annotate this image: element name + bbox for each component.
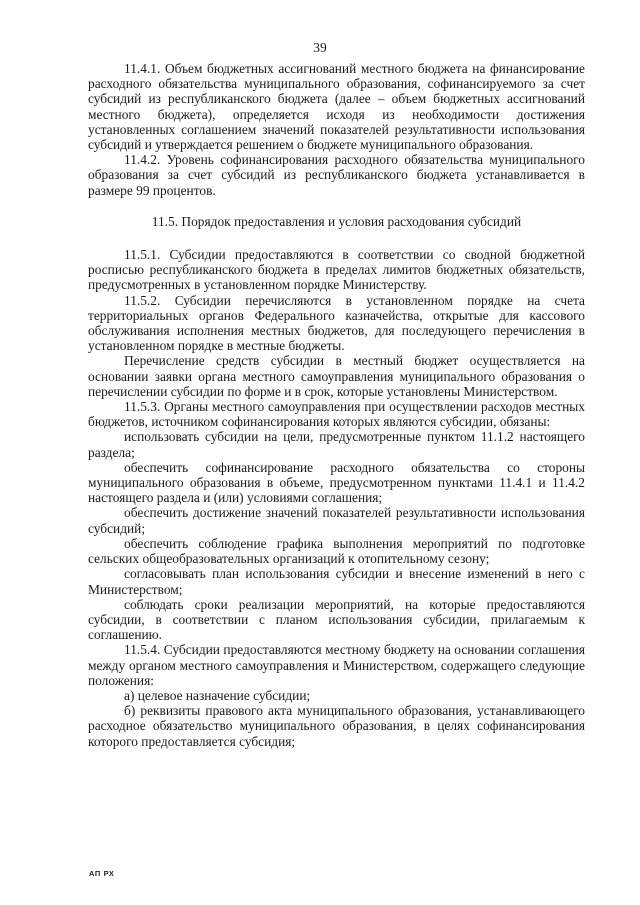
section-heading: 11.5. Порядок предоставления и условия расходования субсидий bbox=[151, 213, 522, 229]
obligation-item: использовать субсидии на цели, предусмотренные пунктом 11.1.2 настоящего раздела; bbox=[88, 429, 585, 460]
obligation-item: обеспечить соблюдение графика выполнения мероприятий по подготовке сельских общеобразовательных организаций к отопительному сезону; bbox=[88, 535, 585, 567]
page-number: 39 bbox=[313, 40, 327, 55]
paragraph-11-5-4: 11.5.4. Субсидии предоставляются местному бюджету на основании соглашения между органом местного самоуправления и Министерством, содержащего следующие положения: bbox=[88, 642, 585, 688]
list-item-b: б) реквизиты правового акта муниципального образования, устанавливающего расходное обязательство муниципального образования, в целях софинансирования которого предоставляется субсидия; bbox=[88, 703, 585, 749]
paragraph-11-5-3: 11.5.3. Органы местного самоуправления при осуществлении расходов местных бюджетов, источником софинансирования которых являются субсидии, обязаны: bbox=[88, 399, 585, 430]
paragraph-11-5-2: 11.5.2. Субсидии перечисляются в установленном порядке на счета территориальных органов Федерального казначейства, открытые для кассового обслуживания исполнения местных бюджетов, для последующего перечисления в установленном порядке в местные бюджеты. bbox=[88, 292, 585, 354]
list-item-a: а) целевое назначение субсидии; bbox=[124, 687, 311, 703]
obligation-item: согласовывать план использования субсидии и внесение изменений в него с Министерством; bbox=[88, 566, 585, 597]
obligation-item: соблюдать сроки реализации мероприятий, на которые предоставляются субсидии, в соответствии с планом использования субсидии, прилагаемым к соглашению. bbox=[88, 596, 585, 643]
paragraph-11-4-1: 11.4.1. Объем бюджетных ассигнований местного бюджета на финансирование расходного обязательства муниципального образования, софинансируемого за счет субсидий из республиканского бюджета (далее – объем бюджетных ассигнований местного бюджета), определяется исходя из необходимости достижения установленных соглашением значений показателей результативности использования субсидий и утверждается решением о бюджете муниципального образования. bbox=[88, 61, 585, 153]
document-body bbox=[88, 61, 585, 749]
paragraph-11-4-2: 11.4.2. Уровень софинансирования расходного обязательства муниципального образования за счет субсидий из республиканского бюджета устанавливается в размере 99 процентов. bbox=[88, 152, 585, 198]
footer-mark: АП РХ bbox=[89, 869, 115, 878]
obligation-item: обеспечить достижение значений показателей результативности использования субсидий; bbox=[88, 505, 585, 536]
paragraph-11-5-1: 11.5.1. Субсидии предоставляются в соответствии со сводной бюджетной росписью республиканского бюджета в пределах лимитов бюджетных обязательств, предусмотренных в установленном порядке Министерству. bbox=[88, 247, 585, 293]
obligation-item: обеспечить софинансирование расходного обязательства со стороны муниципального образования в объеме, предусмотренном пунктами 11.4.1 и 11.4.2 настоящего раздела и (или) условиями соглашения; bbox=[88, 459, 585, 506]
paragraph-transfer: Перечисление средств субсидии в местный бюджет осуществляется на основании заявки органа местного самоуправления муниципального образования о перечислении субсидии по форме и в срок, которые установлены Министерством. bbox=[88, 353, 585, 399]
